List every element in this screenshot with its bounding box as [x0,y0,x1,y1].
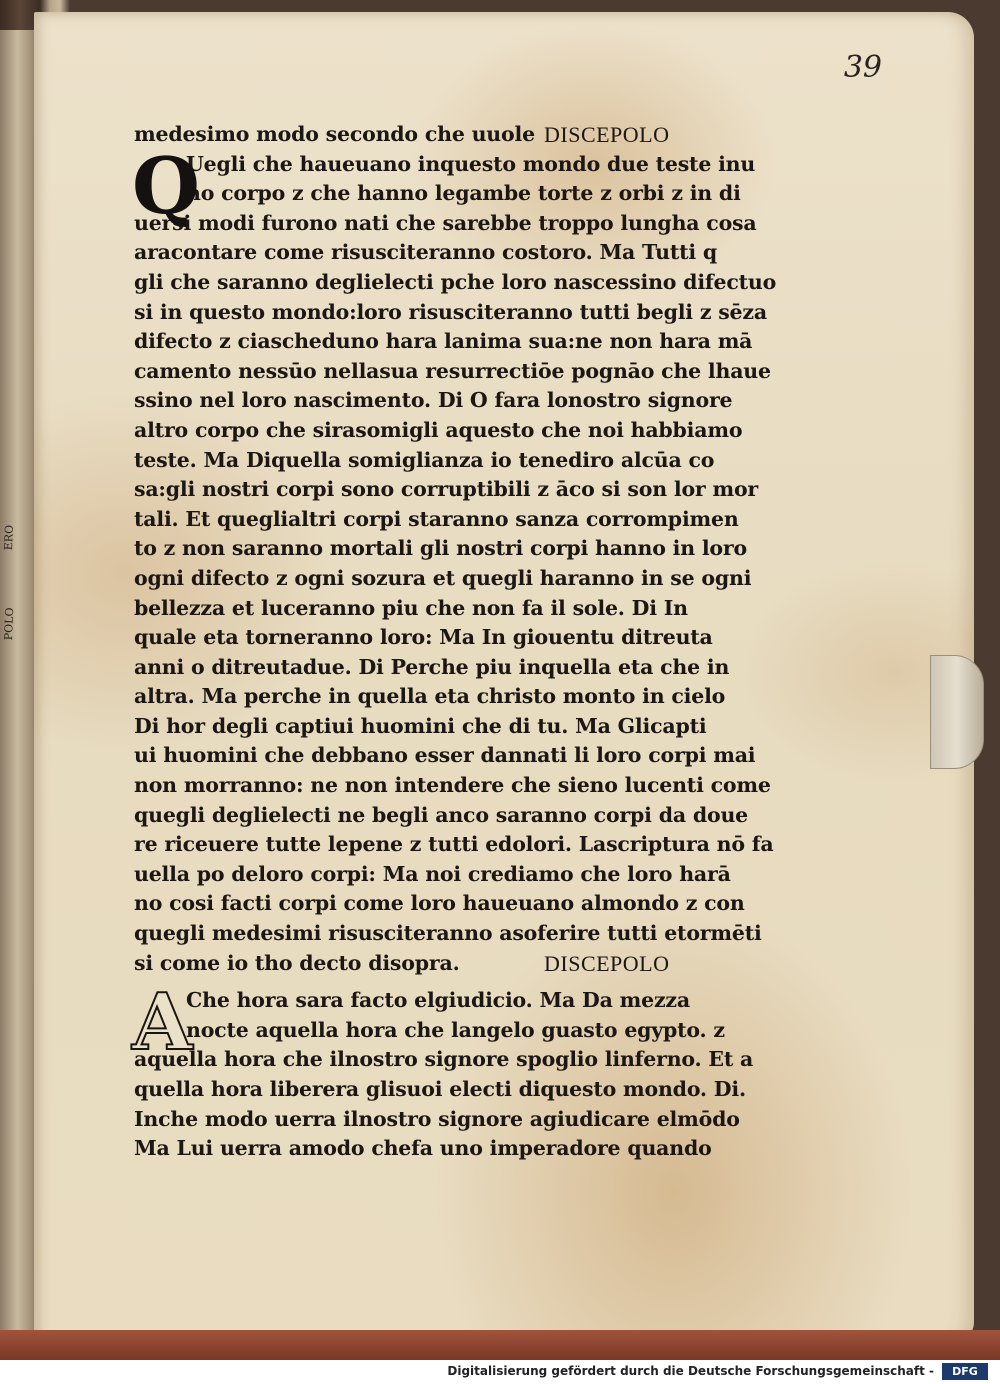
paragraph-1-rubric: DISCEPOLO [544,950,670,976]
text-line: Di hor degli captiui huomini che di tu. Ma Glicapti [134,713,707,738]
text-line: quegli deglielecti ne begli anco saranno corpi da doue [134,802,748,827]
text-line: no cosi facti corpi come loro haueuano almondo z con [134,891,745,916]
text-line: anni o ditreutadue. Di Perche piu inquella eta che in [134,654,730,679]
text-line: Inche modo uerra ilnostro signore agiudicare elmōdo [134,1106,740,1131]
manuscript-page [34,12,974,1344]
text-line: to z non saranno mortali gli nostri corpi hanno in loro [134,536,747,561]
paragraph-1-last-line [134,949,754,979]
paragraph-1 [132,140,777,949]
text-line: no corpo z che hanno legambe torte z orbi z in di [186,181,741,206]
text-line: quale eta torneranno loro: Ma In giouentu ditreuta [134,625,713,650]
text-line: altro corpo che sirasomigli aquesto che noi habbiamo [134,417,743,442]
left-page-fragment: ERO [2,524,16,551]
text-line: Uegli che haueuano inquesto mondo due teste inu [186,151,756,176]
book-binding [0,1330,1000,1360]
text-line: quella hora liberera glisuoi electi diquesto mondo. Di. [134,1077,746,1101]
text-line: tali. Et queglialtri corpi staranno sanza corrompimen [134,506,739,531]
text-line: gli che saranno deglielecti pche loro nascessino difectuo [134,269,777,294]
dfg-logo: DFG [942,1363,988,1380]
text-line: Che hora sara facto elgiudicio. Ma Da mezza [186,988,690,1013]
header-rubric: DISCEPOLO [544,122,670,147]
text-line: nocte aquella hora che langelo guasto egypto. z [186,1017,725,1042]
text-line: aracontare come risusciteranno costoro. Ma Tutti q [134,240,718,265]
text-line: aquella hora che ilnostro signore spoglio linferno. Et a [134,1047,754,1072]
text-line: teste. Ma Diquella somiglianza io tenediro alcūa co [134,447,715,472]
text-line: difecto z ciascheduno hara lanima sua:ne non hara mā [134,329,753,354]
left-page-fragment: POLO [2,607,17,641]
text-line: ui huomini che debbano esser dannati li loro corpi mai [134,743,756,768]
text-line: Ma Lui uerra amodo chefa uno imperadore quando [134,1136,712,1161]
text-line: uersi modi furono nati che sarebbe troppo lungha cosa [134,210,757,235]
text-line: altra. Ma perche in quella eta christo monto in cielo [134,684,726,709]
drop-initial: Q [132,140,200,232]
text-line: ogni difecto z ogni sozura et quegli haranno in se ogni [134,565,752,590]
paragraph-2 [132,977,754,1164]
text-line: quegli medesimi risusciteranno asoferire tutti etormēti [134,921,762,946]
text-line: ssino nel loro nascimento. Di O fara lonostro signore [134,388,733,413]
footer-credit: Digitalisierung gefördert durch die Deutsche Forschungsgemeinschaft - [447,1364,934,1378]
text-line: non morranno: ne non intendere che sieno lucenti come [134,773,771,798]
header-text: medesimo modo secondo che uuole [134,122,535,146]
text-line: re riceuere tutte lepene z tutti edolori. Lascriptura nō fa [134,832,774,857]
header-line [134,120,754,150]
folio-number: 39 [843,50,882,85]
drop-initial: A [132,977,193,1069]
paragraph-1-last-text: si come io tho decto disopra. [134,950,460,975]
text-line: si in questo mondo:loro risusciteranno tutti begli z sēza [134,299,767,324]
text-line: camento nessūo nellasua resurrectiōe pognāo che lhaue [134,358,771,383]
text-line: sa:gli nostri corpi sono corruptibili z āco si son lor mor [134,477,759,502]
text-line: bellezza et luceranno piu che non fa il sole. Di In [134,595,688,620]
text-line: uella po deloro corpi: Ma noi crediamo che loro harā [134,861,731,886]
page-text [132,120,777,1164]
footer-bar [0,1360,1000,1384]
page-tab-marker [930,655,984,769]
